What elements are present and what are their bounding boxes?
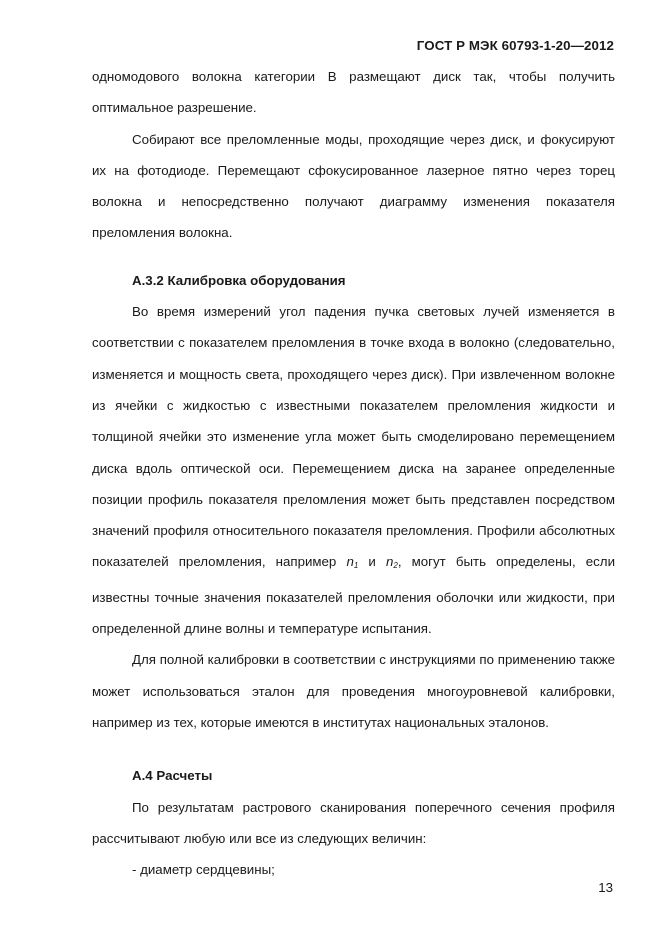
- page-number: 13: [598, 880, 613, 895]
- spacer: [92, 249, 615, 265]
- section-heading-a32: А.3.2 Калибровка оборудования: [132, 272, 346, 288]
- document-code-header: ГОСТ Р МЭК 60793-1-20—2012: [416, 38, 614, 53]
- paragraph-continued: одномодового волокна категории В размещают диск так, чтобы получить оптимальное разрешение.: [92, 69, 615, 116]
- page-content: [92, 61, 615, 885]
- paragraph-calculations: По результатам растрового сканирования поперечного сечения профиля рассчитывают любую или все из следующих величин:: [92, 799, 615, 846]
- list-item-core-diameter: - диаметр сердцевины;: [132, 862, 275, 878]
- calibration-text-start: Во время измерений угол падения пучка световых лучей изменяется в соответствии с показателем преломления в точке входа в волокно (следовательно, изменяется и мощность света, проходящего через диск). При извлеченном волокне из ячейки с жидкостью с известными показателем преломления жидкости и толщиной ячейки это изменение угла может быть смоделировано перемещением диска вдоль оптической оси. Перемещением диска на заранее определенные позиции профиль показателя преломления может быть представлен посредством значений профиля относительного показателя преломления. Профили абсолютных показателей преломления, например: [92, 304, 615, 570]
- symbol-n2: $n_2$: [385, 554, 398, 571]
- symbol-n1: $n_1$: [346, 554, 359, 571]
- paragraph-modes: Собирают все преломленные моды, проходящие через диск, и фокусируют их на фотодиоде. Перемещают сфокусированное лазерное пятно через торец волокна и непосредственно получают диаграмму изменения показателя преломления волокна.: [92, 131, 615, 241]
- section-heading-a4: А.4 Расчеты: [132, 768, 213, 784]
- paragraph-full-calibration: Для полной калибровки в соответствии с инструкциями по применению также может использоваться эталон для проведения многоуровневой калибровки, например из тех, которые имеются в институтах национальных эталонов.: [92, 652, 615, 730]
- calibration-text-end: , могут быть определены, если известны точные значения показателей преломления оболочки или жидкости, при определенной длине волны и температуре испытания.: [92, 554, 615, 637]
- paragraph-calibration: [92, 296, 615, 644]
- spacer: [92, 738, 615, 760]
- and-word: и: [368, 554, 376, 570]
